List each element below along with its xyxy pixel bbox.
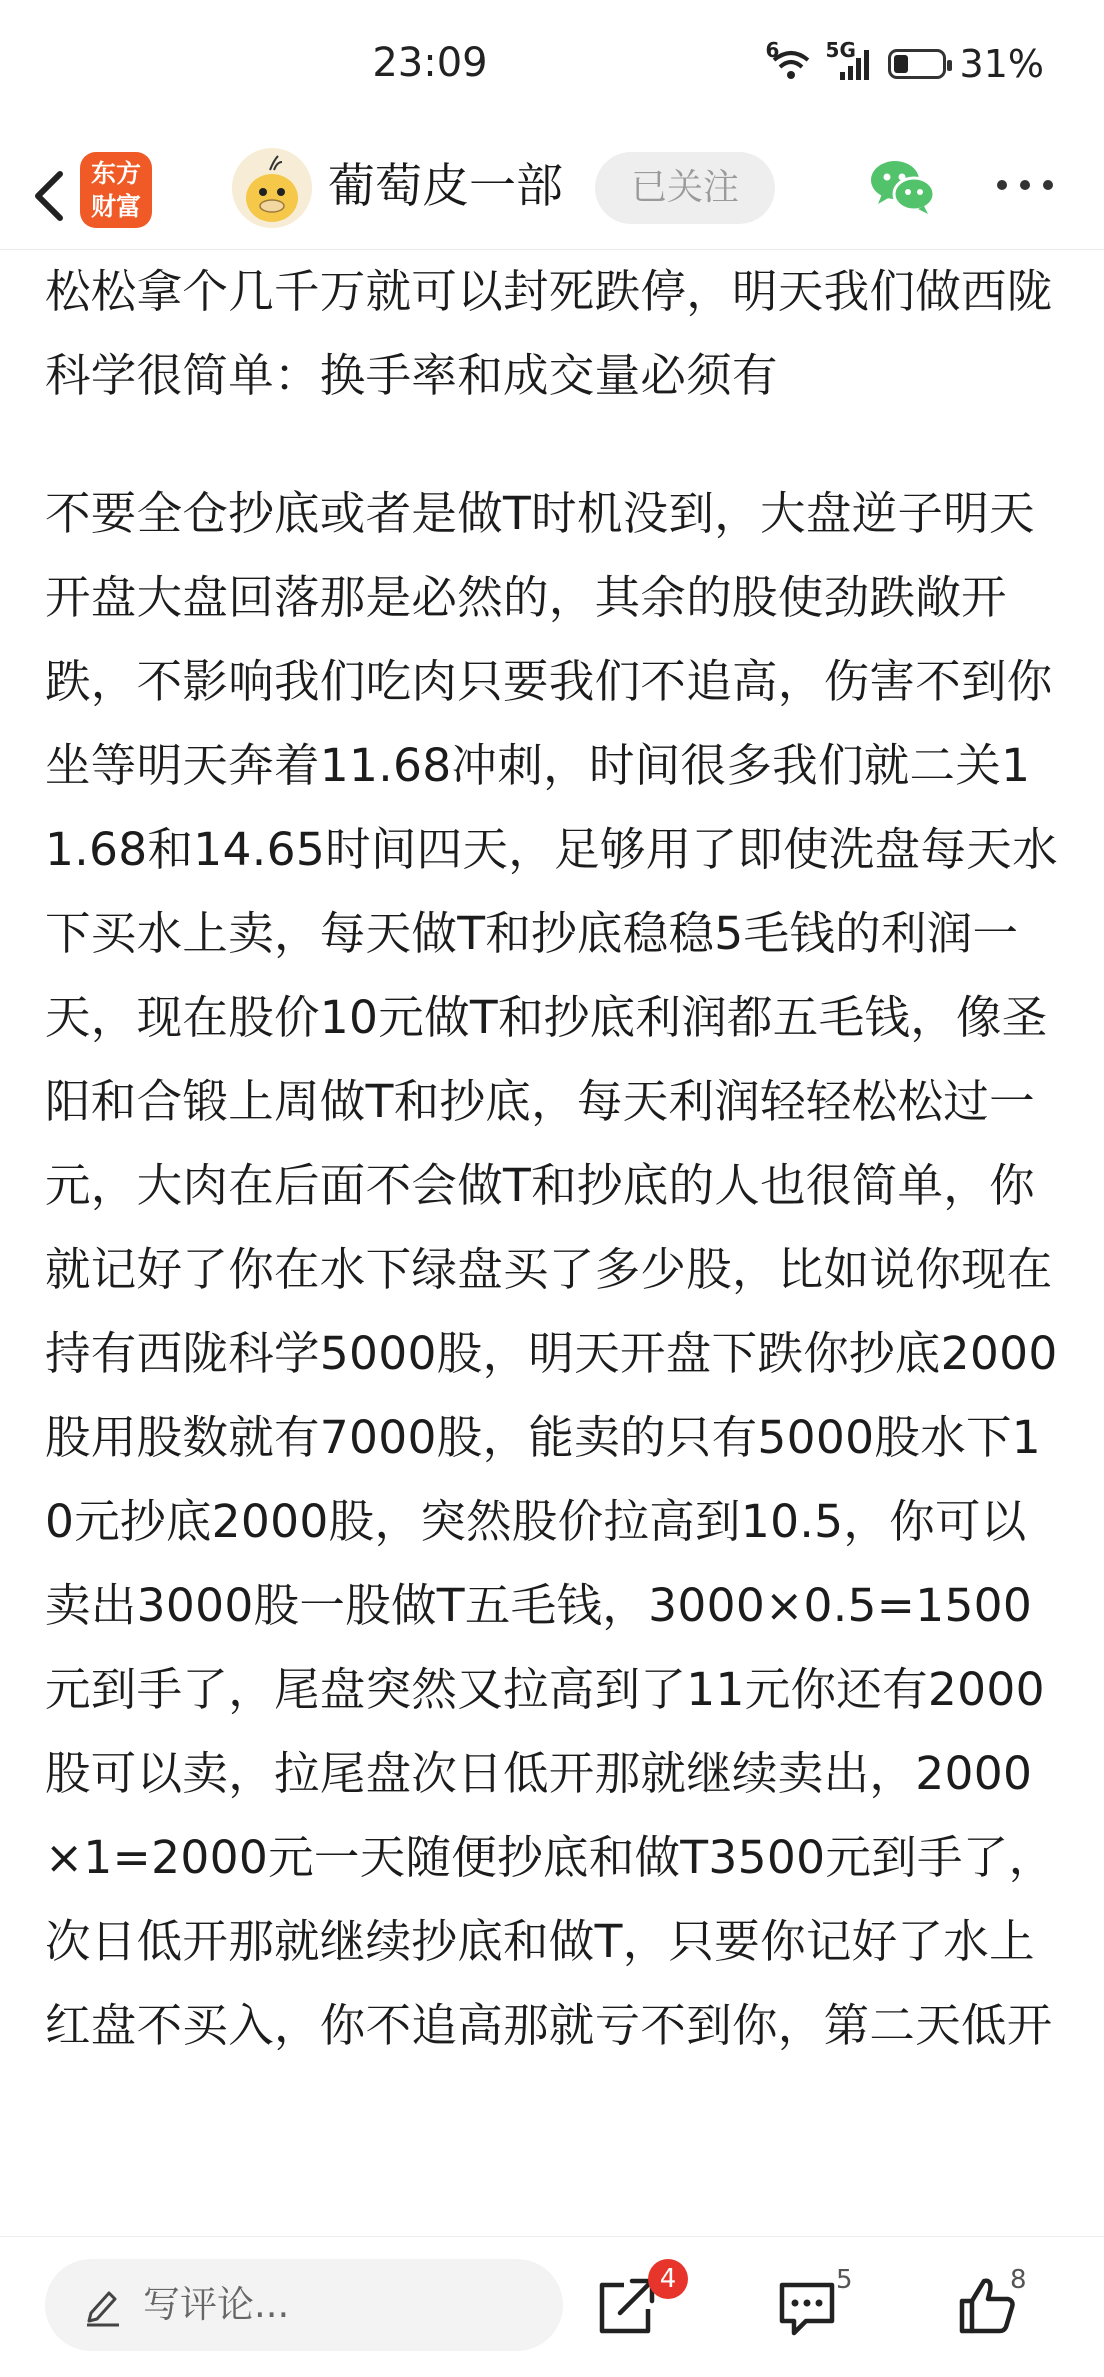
- signal-label: 5G: [825, 38, 856, 62]
- status-icons: [765, 38, 1044, 86]
- cellular-signal-icon: [825, 38, 874, 82]
- duck-avatar-icon: [232, 148, 312, 228]
- network-label: 6: [765, 38, 780, 62]
- article-body: [45, 250, 1065, 2240]
- eastmoney-logo[interactable]: [80, 152, 152, 228]
- comment-count: 5: [836, 2265, 853, 2295]
- article-paragraph: 松松拿个几千万就可以封死跌停，明天我们做西陇科学很简单：换手率和成交量必须有: [45, 265, 1053, 402]
- wifi-icon: [765, 38, 812, 82]
- share-badge: 4: [648, 2259, 688, 2299]
- more-dots-icon: [990, 160, 1060, 210]
- logo-line1: 东方: [90, 159, 141, 188]
- article-header: [0, 140, 1104, 250]
- comment-placeholder: 写评论...: [143, 2283, 290, 2326]
- follow-button[interactable]: 已关注: [595, 152, 775, 224]
- comment-input[interactable]: [45, 2259, 563, 2351]
- status-bar: [0, 0, 1104, 140]
- battery-cap: [947, 60, 952, 71]
- avatar[interactable]: [232, 148, 312, 228]
- more-button[interactable]: [990, 160, 1060, 210]
- wechat-share-button[interactable]: [868, 156, 938, 218]
- account-name[interactable]: 葡萄皮一部: [328, 159, 563, 214]
- chevron-left-icon: [20, 156, 80, 234]
- logo-line2: 财富: [90, 192, 141, 221]
- battery-percent: 31%: [959, 42, 1044, 86]
- wechat-icon: [868, 156, 938, 218]
- battery-icon: [888, 49, 946, 79]
- battery-fill: [894, 55, 908, 73]
- bottom-action-bar: [0, 2236, 1104, 2377]
- like-count: 8: [1010, 2265, 1027, 2295]
- comment-button[interactable]: [776, 2277, 838, 2339]
- back-button[interactable]: [20, 156, 80, 234]
- pencil-icon: [83, 2283, 123, 2327]
- comment-icon: [776, 2277, 838, 2339]
- article-paragraph: 不要全仓抄底或者是做T时机没到，大盘逆子明天开盘大盘回落那是必然的，其余的股使劲跌敞开跌，不影响我们吃肉只要我们不追高，伤害不到你坐等明天奔着11.68冲刺，时间很多我们就二关11.68和14.65时间四天，足够用了即使洗盘每天水下买水上卖，每天做T和抄底稳稳5毛钱的利润一天，现在股价10元做T和抄底利润都五毛钱，像圣阳和合锻上周做T和抄底，每天利润轻轻松松过一元，大肉在后面不会做T和抄底的人也很简单，你就记好了你在水下绿盘买了多少股，比如说你现在持有西陇科学5000股，明天开盘下跌你抄底2000股用股数就有7000股，能卖的只有5000股水下10元抄底2000股，突然股价拉高到10.5，你可以卖出3000股一股做T五毛钱，3000×0.5=1500元到手了，尾盘突然又拉高到了11元你还有2000股可以卖，拉尾盘次日低开那就继续卖出，2000×1=2000元一天随便抄底和做T3500元到手了，次日低开那就继续抄底和做T，只要你记好了水上红盘不买入，你不追高那就亏不到你，第二天低开: [45, 487, 1058, 2052]
- status-time: 23:09: [372, 40, 488, 86]
